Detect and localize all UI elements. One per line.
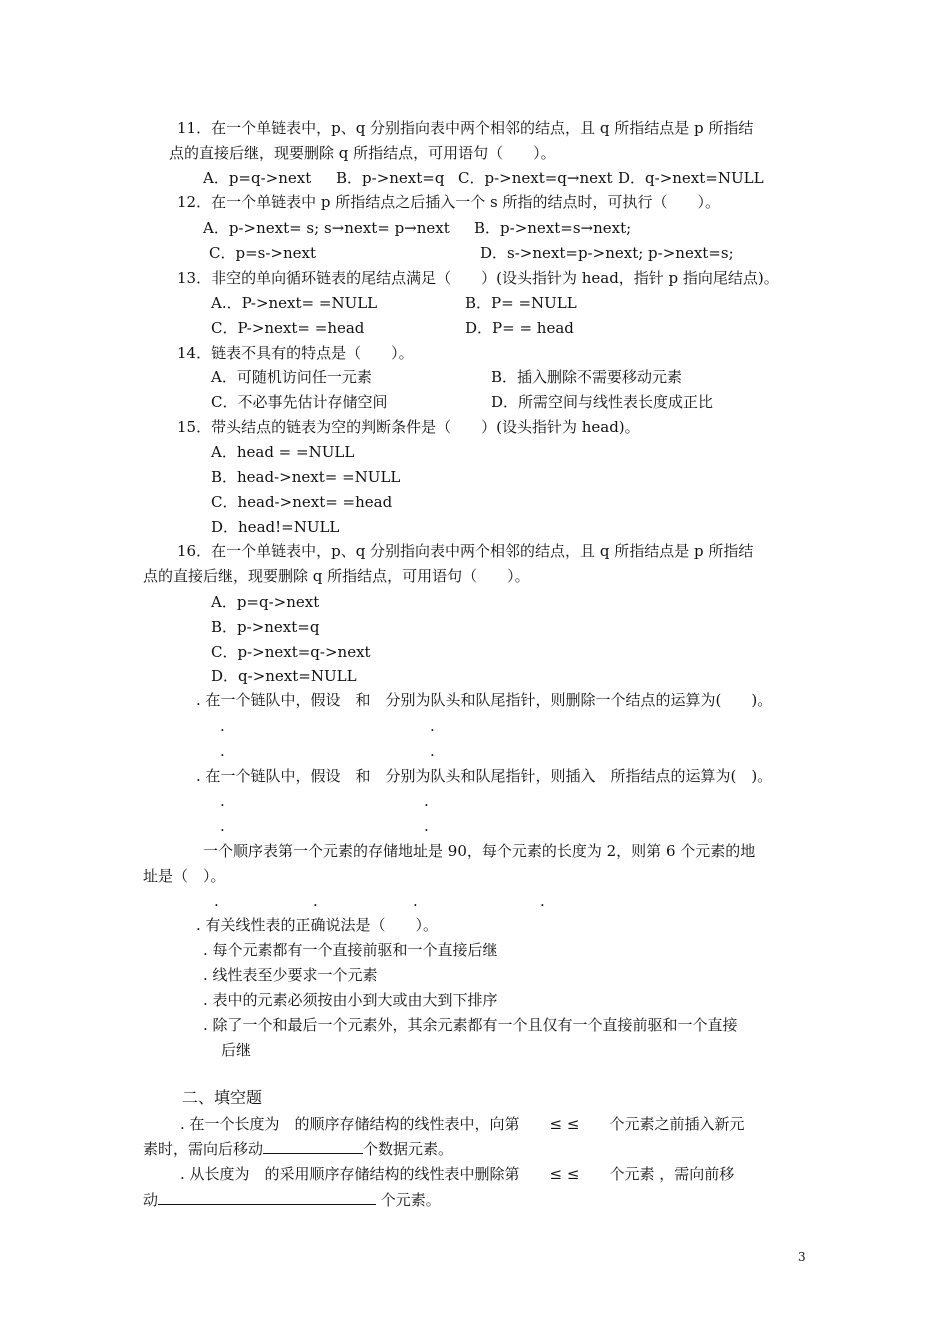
q15-option-d: D．head!=NULL: [211, 518, 340, 536]
q13-option-b: B．P= =NULL: [465, 294, 577, 312]
q12-option-c: C．p=s->next: [209, 244, 317, 262]
q20-option-b: . 线性表至少要求一个元素: [203, 966, 378, 984]
q17-stem: . 在一个链队中，假设 和 分别为队头和队尾指针，则删除一个结点的运算为( )。: [196, 691, 773, 709]
q17-option-b: .: [430, 717, 435, 735]
q20-option-d-line1: . 除了一个和最后一个元素外，其余元素都有一个且仅有一个直接前驱和一个直接: [203, 1016, 738, 1034]
section-title-fill-in: 二、填空题: [182, 1088, 263, 1107]
q11-option-c: C．p->next=q→next: [458, 169, 613, 187]
fill1-text-after: 个数据元素。: [363, 1140, 454, 1158]
q16-stem-line1: 16．在一个单链表中，p、q 分别指向表中两个相邻的结点，且 q 所指结点是 p 所指结: [177, 542, 754, 560]
fill2-line2: [143, 1190, 441, 1210]
q12-option-b: B．p->next=s→next;: [474, 219, 632, 237]
q16-option-c: C．p->next=q->next: [211, 643, 371, 661]
page-number: 3: [798, 1250, 806, 1264]
q17-option-d: .: [430, 742, 435, 760]
q20-stem: . 有关线性表的正确说法是（ ）。: [196, 916, 439, 934]
q11-stem-line2: 点的直接后继，现要删除 q 所指结点，可用语句（ ）。: [169, 144, 556, 162]
q15-stem: 15．带头结点的链表为空的判断条件是（ ）(设头指针为 head)。: [177, 418, 640, 436]
q16-stem-line2: 点的直接后继，现要删除 q 所指结点，可用语句（ ）。: [143, 567, 530, 585]
q12-stem: 12．在一个单链表中 p 所指结点之后插入一个 s 所指的结点时，可执行（ ）。: [177, 193, 720, 211]
q16-option-a: A．p=q->next: [211, 593, 320, 611]
q11-option-d: D．q->next=NULL: [618, 169, 764, 187]
q19-stem-line1: 一个顺序表第一个元素的存储地址是 90，每个元素的长度为 2，则第 6 个元素的地: [203, 842, 756, 860]
q18-option-d: .: [424, 817, 429, 835]
q18-stem: . 在一个链队中，假设 和 分别为队头和队尾指针，则插入 所指结点的运算为( )。: [196, 767, 773, 785]
q19-option-d: .: [540, 892, 545, 910]
q18-option-b: .: [424, 792, 429, 810]
fill1-line2: [143, 1139, 453, 1159]
fill2-answer-blank[interactable]: [158, 1190, 376, 1205]
q14-option-d: D．所需空间与线性表长度成正比: [491, 393, 714, 411]
q20-option-a: . 每个元素都有一个直接前驱和一个直接后继: [203, 941, 498, 959]
q20-option-d-line2: 后继: [221, 1041, 252, 1059]
fill1-answer-blank[interactable]: [263, 1139, 363, 1154]
q15-option-a: A．head = =NULL: [211, 443, 355, 461]
fill2-text-after: 个元素。: [376, 1191, 441, 1209]
q12-option-d: D．s->next=p->next; p->next=s;: [480, 244, 734, 262]
q17-option-c: .: [220, 742, 225, 760]
q12-option-a: A．p->next= s; s→next= p→next: [203, 219, 450, 237]
q20-option-c: . 表中的元素必须按由小到大或由大到下排序: [203, 991, 498, 1009]
q14-stem: 14．链表不具有的特点是（ ）。: [177, 344, 414, 362]
q19-stem-line2: 址是（ ）。: [143, 867, 226, 885]
fill1-line1: . 在一个长度为 的顺序存储结构的线性表中，向第 ≤ ≤ 个元素之前插入新元: [180, 1115, 745, 1133]
fill1-text-before: 素时，需向后移动: [143, 1140, 264, 1158]
q18-option-c: .: [220, 817, 225, 835]
q11-stem-line1: 11．在一个单链表中，p、q 分别指向表中两个相邻的结点，且 q 所指结点是 p 所指结: [177, 119, 754, 137]
q11-option-a: A．p=q->next: [203, 169, 312, 187]
q19-option-a: .: [214, 892, 219, 910]
q13-stem: 13．非空的单向循环链表的尾结点满足（ ）(设头指针为 head，指针 p 指向尾结点)。: [177, 269, 779, 287]
q18-option-a: .: [220, 792, 225, 810]
q13-option-a: A.．P->next= =NULL: [211, 294, 378, 312]
q17-option-a: .: [220, 717, 225, 735]
q13-option-c: C．P->next= =head: [211, 319, 365, 337]
q19-option-c: .: [413, 892, 418, 910]
q15-option-b: B．head->next= =NULL: [211, 468, 401, 486]
q16-option-d: D．q->next=NULL: [211, 667, 357, 685]
q16-option-b: B．p->next=q: [211, 618, 320, 636]
fill2-line1: . 从长度为 的采用顺序存储结构的线性表中删除第 ≤ ≤ 个元素 ，需向前移: [180, 1165, 735, 1183]
q14-option-b: B．插入删除不需要移动元素: [491, 368, 683, 386]
q15-option-c: C．head->next= =head: [211, 493, 393, 511]
q11-option-b: B．p->next=q: [336, 169, 445, 187]
fill2-text-before: 动: [143, 1191, 159, 1209]
q19-option-b: .: [313, 892, 318, 910]
q13-option-d: D．P= = head: [465, 319, 574, 337]
q14-option-a: A．可随机访问任一元素: [211, 368, 372, 386]
q14-option-c: C．不必事先估计存储空间: [211, 393, 388, 411]
